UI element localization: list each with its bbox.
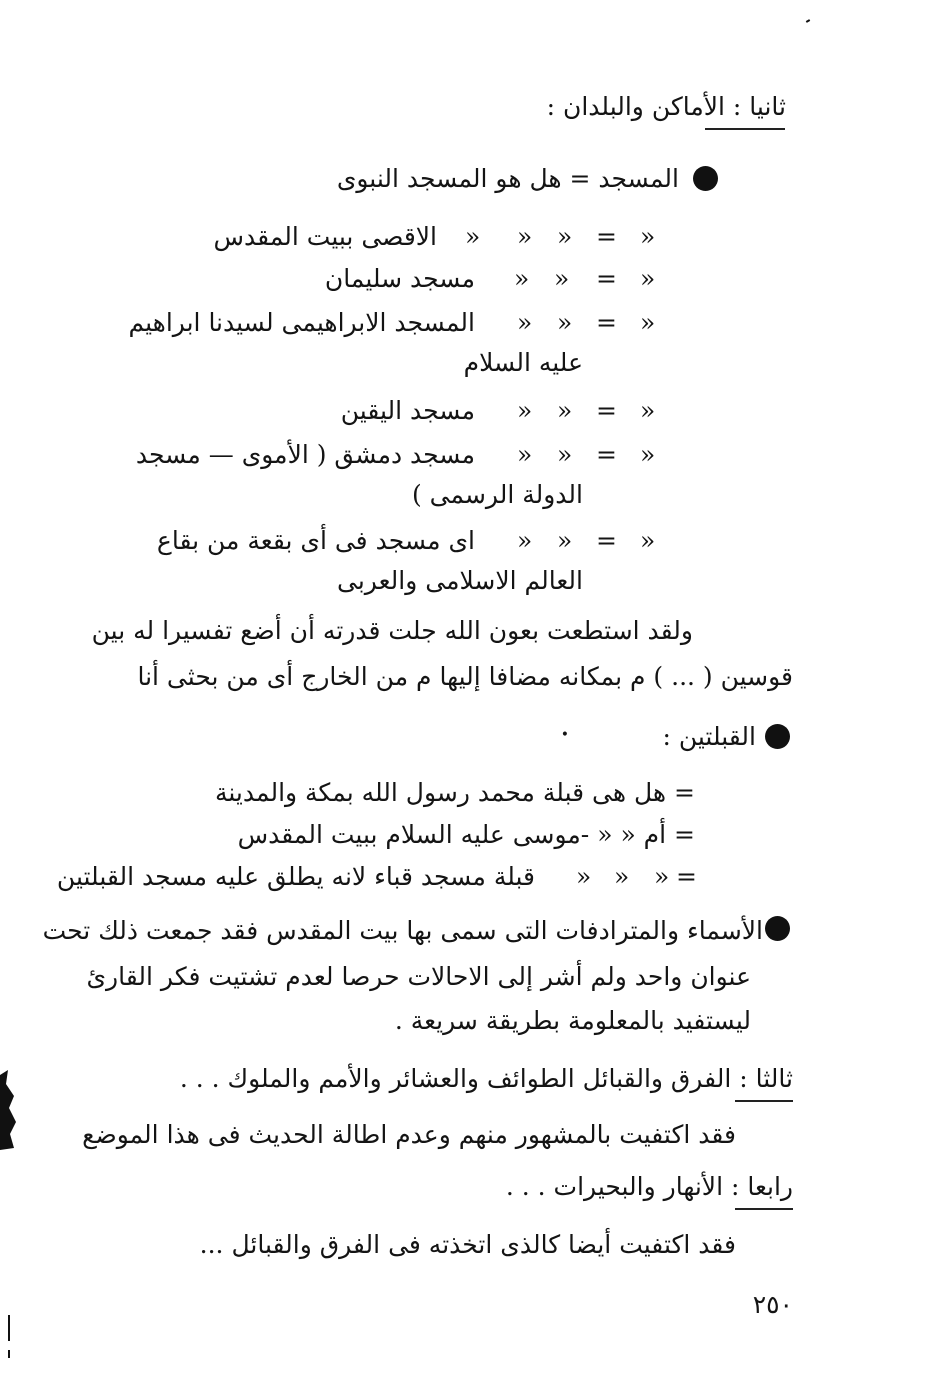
names-line: الأسماء والمترادفات التى سمى بها بيت المقدس فقد جمعت ذلك تحت (42, 916, 763, 945)
ditto-mark: » (640, 396, 656, 425)
equals-sign: = (596, 264, 617, 293)
equals-sign: = (596, 222, 617, 251)
equals-sign: = (596, 526, 617, 555)
mosque-row-text: مسجد سليمان (324, 264, 475, 293)
ditto-mark: » (557, 308, 573, 337)
ditto-mark: » (640, 264, 656, 293)
ditto-mark: » (517, 308, 533, 337)
section-heading-groups (180, 1062, 793, 1096)
ditto-mark: » (517, 440, 533, 469)
scan-speck (806, 19, 810, 23)
ditto-mark: » (517, 396, 533, 425)
section-heading-places (547, 90, 786, 124)
scan-edge-mark (8, 1350, 10, 1358)
ditto-mark: » (517, 222, 533, 251)
heading-underline (735, 1208, 793, 1210)
explanation-line: قوسين ( ... ) م بمكانه مضافا إليها م من الخارج أى من بحثى أنا (137, 662, 793, 691)
bullet-icon (765, 916, 790, 941)
groups-note: فقد اكتفيت بالمشهور منهم وعدم اطالة الحديث فى هذا الموضع (82, 1120, 736, 1149)
page-number: ٢٥٠ (752, 1290, 793, 1319)
ditto-mark: » (614, 862, 630, 891)
scan-artifact (0, 1070, 20, 1150)
ditto-mark: » (576, 862, 592, 891)
names-line: عنوان واحد ولم أشر إلى الاحالات حرصا لعدم تشتيت فكر القارئ (86, 962, 751, 991)
mosque-title: المسجد = هل هو المسجد النبوى (336, 164, 679, 193)
equals-sign: = (596, 440, 617, 469)
scan-edge-mark (8, 1315, 10, 1341)
heading-rest: : الأنهار والبحيرات . . . (505, 1172, 740, 1201)
ditto-mark: » (554, 264, 570, 293)
mosque-row-text: اى مسجد فى أى بقعة من بقاع (156, 526, 475, 555)
ditto-mark: » (640, 308, 656, 337)
qiblatain-line: = هل هى قبلة محمد رسول الله بمكة والمدينة (214, 778, 695, 807)
bullet-icon (693, 166, 718, 191)
ditto-mark: » (640, 440, 656, 469)
mosque-row-text: مسجد دمشق ( الأموى — مسجد (135, 440, 475, 469)
rivers-note: فقد اكتفيت أيضا كالذى اتخذته فى الفرق والقبائل ... (199, 1230, 736, 1259)
ditto-mark: » (514, 264, 530, 293)
ditto-mark: » (557, 526, 573, 555)
heading-underline (705, 128, 785, 130)
ditto-mark: » (557, 440, 573, 469)
heading-rest: : الأماكن والبلدان : (546, 92, 742, 121)
heading-label: ثالثا (755, 1064, 793, 1093)
mosque-row-continuation: عليه السلام (463, 348, 583, 377)
qiblatain-dot: • (560, 727, 569, 743)
heading-label: رابعا (747, 1172, 793, 1201)
mosque-row-text: مسجد اليقين (340, 396, 475, 425)
qiblatain-row-text: قبلة مسجد قباء لانه يطلق عليه مسجد القبلتين (56, 862, 535, 891)
equals-sign: = (596, 308, 617, 337)
ditto-mark: » (557, 222, 573, 251)
qiblatain-title: القبلتين : (662, 722, 756, 751)
section-heading-rivers (506, 1170, 793, 1204)
ditto-mark: » (654, 862, 670, 891)
ditto-mark: » (640, 222, 656, 251)
mosque-row-text: المسجد الابراهيمى لسيدنا ابراهيم (128, 308, 475, 337)
bullet-icon (765, 724, 790, 749)
ditto-mark: » (517, 526, 533, 555)
mosque-row-continuation: العالم الاسلامى والعربى (337, 566, 583, 595)
mosque-row-continuation: الدولة الرسمى ) (411, 480, 583, 509)
explanation-line: ولقد استطعت بعون الله جلت قدرته أن أضع تفسيرا له بين (91, 616, 693, 645)
equals-sign: = (596, 396, 617, 425)
ditto-mark: » (557, 396, 573, 425)
names-line: ليستفيد بالمعلومة بطريقة سريعة . (394, 1006, 751, 1035)
mosque-row-text: الاقصى ببيت المقدس (213, 222, 437, 251)
heading-underline (735, 1100, 793, 1102)
ditto-mark: » (465, 222, 481, 251)
qiblatain-line: = أم « « ‑موسى عليه السلام ببيت المقدس (237, 820, 695, 849)
ditto-mark: » (640, 526, 656, 555)
heading-rest: : الفرق والقبائل الطوائف والعشائر والأمم والملوك . . . (179, 1064, 748, 1093)
equals-sign: = (676, 862, 697, 891)
heading-label: ثانيا (749, 92, 786, 121)
